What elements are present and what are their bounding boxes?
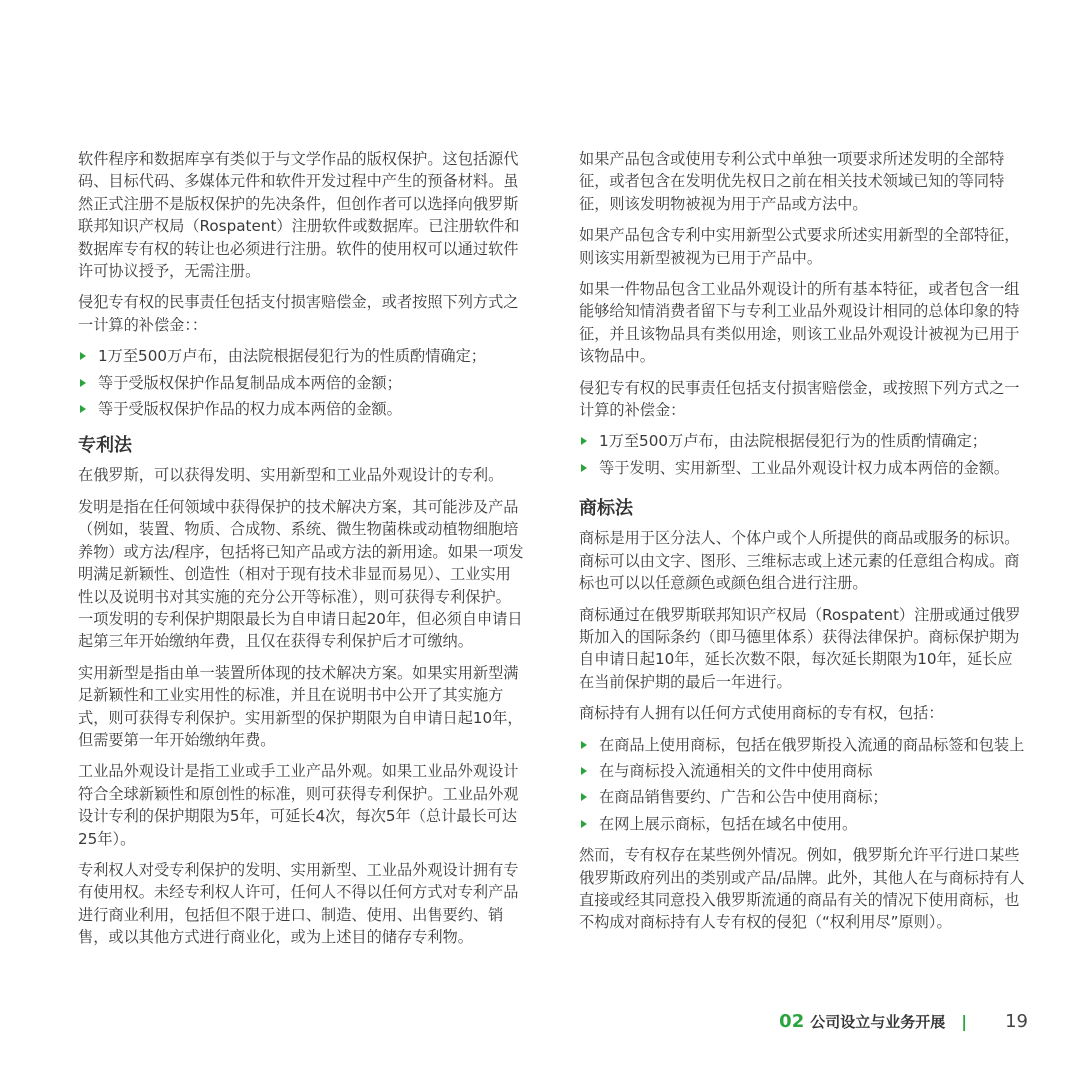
page-number: 19 bbox=[1005, 1010, 1028, 1032]
footer-separator: | bbox=[961, 1011, 968, 1031]
paragraph-copyright-liability: 侵犯专有权的民事责任包括支付损害赔偿金，或者按照下列方式之一计算的补偿金：： bbox=[78, 293, 519, 334]
patent-compensation-list bbox=[579, 430, 1027, 479]
heading-trademark-law: 商标法 bbox=[579, 498, 633, 520]
list-item: 在网上展示商标，包括在域名中使用。 bbox=[579, 813, 1027, 835]
paragraph-trademark-definition: 商标是用于区分法人、个体户或个人所提供的商品或服务的标识。商标可以由文字、图形、三维标志或上述元素的任意组合构成。商标也可以以任意颜色或颜色组合进行注册。 bbox=[579, 529, 1020, 593]
triangle-bullet-icon bbox=[581, 437, 587, 445]
paragraph-patent-liability: 侵犯专有权的民事责任包括支付损害赔偿金，或按照下列方式之一计算的补偿金： bbox=[579, 378, 1020, 420]
page-footer bbox=[779, 1009, 1028, 1033]
paragraph-design-use: 如果一件物品包含工业品外观设计的所有基本特征，或者包含一组能够给知情消费者留下与专利工业品外观设计相同的总体印象的特征，并且该物品具有类似用途，则该工业品外观设计被视为已用于该物品中。 bbox=[579, 280, 1020, 366]
section-number: 02 bbox=[779, 1010, 805, 1032]
triangle-bullet-icon bbox=[581, 820, 587, 828]
list-item: 1万至500万卢布，由法院根据侵犯行为的性质酌情确定； bbox=[579, 430, 1027, 452]
paragraph-utility-model: 实用新型是指由单一装置所体现的技术解决方案。如果实用新型满足新颖性和工业实用性的标准，并且在说明书中公开了其实施方式，则可获得专利保护。实用新型的保护期限为自申请日起10年，但需要第一年开始缴纳年费。 bbox=[78, 663, 523, 749]
triangle-bullet-icon bbox=[581, 767, 587, 775]
paragraph-software-protection: 软件程序和数据库享有类似于与文学作品的版权保护。这包括源代码、目标代码、多媒体元件和软件开发过程中产生的预备材料。虽然正式注册不是版权保护的先决条件，但创作者可以选择向俄罗斯联邦知识产权局（Rospatent）注册软件或数据库。已注册软件和数据库专有权的转让也必须进行注册。软件的使用权可以通过软件许可协议授予，无需注册。 bbox=[78, 150, 520, 281]
paragraph-patent-intro: 在俄罗斯，可以获得发明、实用新型和工业品外观设计的专利。 bbox=[78, 466, 504, 485]
paragraph-trademark-registration: 商标通过在俄罗斯联邦知识产权局（Rospatent）注册或通过俄罗斯加入的国际条约（即马德里体系）获得法律保护。商标保护期为自申请日起10年，延长次数不限，每次延长期限为10年，延长应在当前保护期的最后一年进行。 bbox=[579, 605, 1021, 691]
triangle-bullet-icon bbox=[80, 379, 86, 387]
triangle-bullet-icon bbox=[80, 352, 86, 360]
list-item: 等于发明、实用新型、工业品外观设计权力成本两倍的金额。 bbox=[579, 457, 1027, 479]
paragraph-trademark-exceptions: 然而，专有权存在某些例外情况。例如，俄罗斯允许平行进口某些俄罗斯政府列出的类别或产品/品牌。此外，其他人在与商标持有人直接或经其同意投入俄罗斯流通的商品有关的情况下使用商标，也不构成对商标持有人专有权的侵犯（“权利用尽”原则）。 bbox=[579, 846, 1025, 932]
list-item: 等于受版权保护作品的权力成本两倍的金额。 bbox=[78, 398, 524, 420]
left-column bbox=[78, 148, 524, 958]
section-title: 公司设立与业务开展 bbox=[810, 1012, 946, 1031]
list-item: 1万至500万卢布，由法院根据侵犯行为的性质酌情确定； bbox=[78, 345, 524, 367]
triangle-bullet-icon bbox=[581, 464, 587, 472]
list-item: 等于受版权保护作品复制品成本两倍的金额； bbox=[78, 372, 524, 394]
right-column bbox=[579, 148, 1027, 943]
paragraph-invention-use: 如果产品包含或使用专利公式中单独一项要求所述发明的全部特征，或者包含在发明优先权日之前在相关技术领域已知的等同特征，则该发明物被视为用于产品或方法中。 bbox=[579, 150, 1005, 213]
copyright-compensation-list bbox=[78, 345, 524, 420]
paragraph-trademark-rights: 商标持有人拥有以任何方式使用商标的专有权，包括： bbox=[579, 704, 944, 723]
paragraph-industrial-design: 工业品外观设计是指工业或手工业产品外观。如果工业品外观设计符合全球新颖性和原创性的标准，则可获得专利保护。工业品外观设计专利的保护期限为5年，可延长4次，每次5年（总计最长可达25年）。 bbox=[78, 762, 519, 848]
triangle-bullet-icon bbox=[581, 793, 587, 801]
paragraph-utility-model-use: 如果产品包含专利中实用新型公式要求所述实用新型的全部特征，则该实用新型被视为已用于产品中。 bbox=[579, 226, 1020, 267]
triangle-bullet-icon bbox=[80, 405, 86, 413]
list-item: 在与商标投入流通相关的文件中使用商标 bbox=[579, 760, 1027, 782]
trademark-rights-list bbox=[579, 734, 1027, 836]
triangle-bullet-icon bbox=[581, 741, 587, 749]
list-item: 在商品销售要约、广告和公告中使用商标； bbox=[579, 786, 1027, 808]
list-item: 在商品上使用商标，包括在俄罗斯投入流通的商品标签和包装上 bbox=[579, 734, 1027, 756]
heading-patent-law: 专利法 bbox=[78, 435, 132, 457]
paragraph-invention: 发明是指在任何领域中获得保护的技术解决方案，其可能涉及产品（例如，装置、物质、合成物、系统、微生物菌株或动植物细胞培养物）或方法/程序，包括将已知产品或方法的新用途。如果一项发明满足新颖性、创造性（相对于现有技术非显而易见）、工业实用性以及说明书对其实施的充分公开等标准），则可获得专利保护。一项发明的专利保护期限最长为自申请日起20年，但必须自申请日起第三年开始缴纳年费，且仅在获得专利保护后才可缴纳。 bbox=[78, 497, 524, 651]
paragraph-patent-holder-rights: 专利权人对受专利保护的发明、实用新型、工业品外观设计拥有专有使用权。未经专利权人许可，任何人不得以任何方式对专利产品进行商业利用，包括但不限于进口、制造、使用、出售要约、销售，或以其他方式进行商业化，或为上述目的储存专利物。 bbox=[78, 860, 519, 947]
